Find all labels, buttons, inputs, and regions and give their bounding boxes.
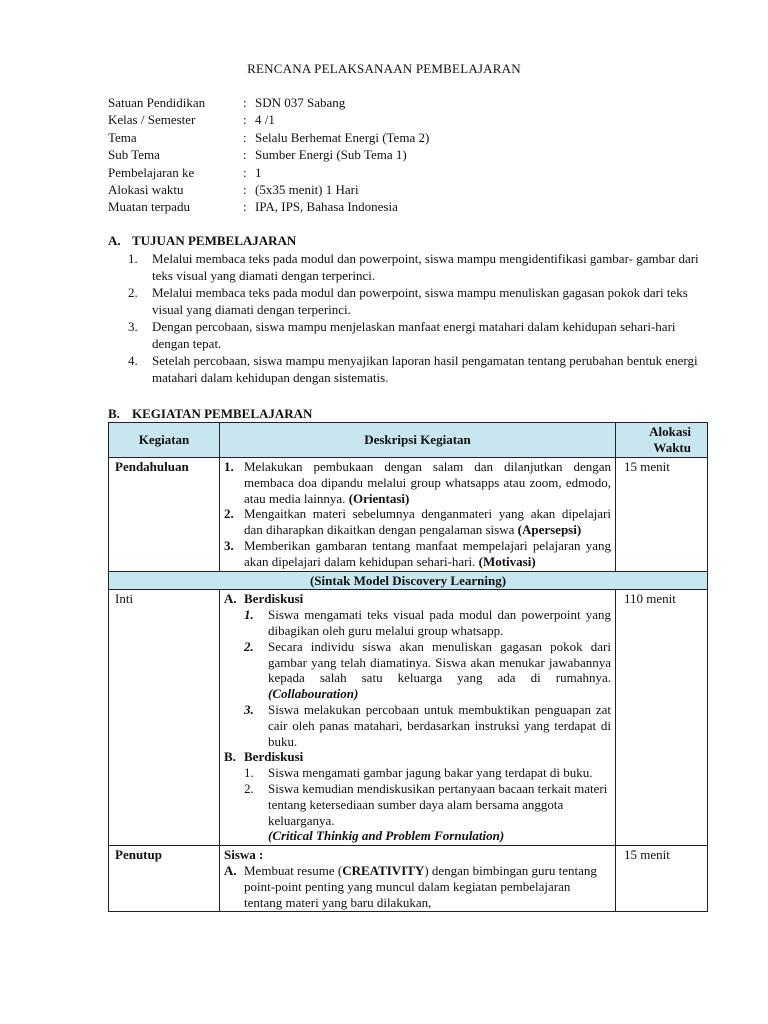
activities-table — [108, 422, 708, 912]
goal-number: 1. — [128, 251, 138, 266]
item-text — [244, 863, 611, 910]
inti-time: 110 menit — [616, 590, 708, 846]
goal-number: 3. — [128, 319, 138, 334]
info-row — [108, 164, 668, 181]
section-title: KEGIATAN PEMBELAJARAN — [132, 406, 313, 421]
info-row — [108, 146, 668, 163]
table-row — [109, 571, 708, 590]
item-text — [244, 538, 611, 570]
list-item — [128, 318, 708, 352]
penutup-description — [220, 846, 616, 912]
section-a-heading — [108, 232, 296, 249]
list-item — [128, 352, 708, 386]
list-item — [224, 702, 611, 749]
item-number: 1. — [244, 607, 254, 623]
goals-list — [128, 250, 708, 386]
item-body: Membuat resume ( — [244, 862, 343, 878]
document-title: RENCANA PELAKSANAAN PEMBELAJARAN — [247, 61, 521, 76]
info-label: Alokasi waktu — [108, 181, 184, 197]
list-item — [224, 459, 611, 506]
group-heading — [224, 749, 611, 765]
list-item — [224, 781, 611, 828]
item-tag: (Orientasi) — [348, 490, 410, 506]
item-text: Siswa kemudian mendiskusikan pertanyaan bacaan terkait materi tentang ketersediaan sumber daya alam bersama anggota keluarganya. — [268, 780, 608, 828]
info-colon: : — [243, 95, 247, 110]
phase-penutup: Penutup — [109, 846, 220, 912]
goal-text: Melalui membaca teks pada modul dan powerpoint, siswa mampu menuliskan gagasan pokok dari teks visual yang diamati dengan terperinci. — [152, 285, 688, 317]
item-number: 2. — [244, 638, 254, 654]
item-number: 2. — [224, 506, 234, 522]
phase-inti: Inti — [109, 590, 220, 846]
info-value: 4 /1 — [255, 112, 275, 128]
item-tag: (Motivasi) — [478, 553, 536, 569]
section-letter: A. — [108, 233, 121, 248]
table-row — [109, 846, 708, 912]
header-alokasi-line1: Alokasi — [649, 424, 691, 439]
item-number: 2. — [244, 780, 254, 796]
group-letter: B. — [224, 749, 236, 765]
info-colon: : — [243, 112, 247, 128]
item-body: Memberikan gambaran tentang manfaat mempelajari pelajaran yang akan dipelajari dalam kehidupan sehari-hari. — [244, 537, 611, 569]
item-number: 3. — [224, 537, 234, 553]
info-row — [108, 94, 668, 111]
table-row — [109, 458, 708, 572]
identity-block — [108, 94, 668, 216]
info-value: Sumber Energi (Sub Tema 1) — [255, 147, 407, 163]
item-text — [244, 459, 611, 506]
info-row — [108, 129, 668, 146]
list-item — [224, 607, 611, 639]
item-text — [244, 506, 611, 538]
goal-number: 2. — [128, 285, 138, 300]
info-colon: : — [243, 181, 247, 197]
penutup-time: 15 menit — [616, 846, 708, 912]
goal-text: Dengan percobaan, siswa mampu menjelaskan manfaat energi matahari dalam kehidupan sehari-hari dengan tepat. — [152, 319, 676, 351]
sintak-banner: (Sintak Model Discovery Learning) — [109, 571, 708, 590]
list-item — [224, 506, 611, 538]
pendahuluan-time: 15 menit — [616, 458, 708, 572]
info-value: (5x35 menit) 1 Hari — [255, 181, 359, 197]
info-label: Satuan Pendidikan — [108, 95, 206, 110]
info-label: Pembelajaran ke — [108, 164, 195, 180]
info-colon: : — [243, 164, 247, 180]
item-text: Siswa melakukan percobaan untuk membuktikan penguapan zat cair oleh panas matahari, berdasarkan instruksi yang terdapat di buku. — [268, 701, 611, 749]
list-item — [224, 538, 611, 570]
item-body-rest: ) dengan bimbingan guru tentang point-point penting yang muncul dalam kegiatan pembelajaran tentang materi yang baru dilakukan, — [244, 862, 597, 910]
table-row — [109, 590, 708, 846]
list-item — [128, 250, 708, 284]
header-deskripsi: Deskripsi Kegiatan — [220, 423, 616, 458]
group-b-tag-wrap — [224, 828, 611, 844]
item-body: Mengaitkan materi sebelumnya denganmateri yang akan dipelajari dan diharapkan dikaitkan dengan pengalaman siswa — [244, 506, 611, 538]
group-heading — [224, 591, 611, 607]
info-value: IPA, IPS, Bahasa Indonesia — [255, 199, 398, 215]
item-text: Siswa mengamati teks visual pada modul dan powerpoint yang dibagikan oleh guru melalui group whatsapp. — [268, 607, 611, 638]
info-label: Tema — [108, 129, 137, 145]
info-row — [108, 198, 668, 215]
info-value: SDN 037 Sabang — [255, 95, 346, 110]
goal-number: 4. — [128, 353, 138, 368]
item-tag: (Apersepsi) — [517, 522, 582, 538]
item-highlight: CREATIVITY — [342, 862, 425, 878]
info-colon: : — [243, 147, 247, 163]
header-alokasi-line2: Waktu — [653, 440, 691, 455]
table-header-row — [109, 423, 708, 458]
item-tag: (Critical Thinkig and Problem Fornulation) — [268, 828, 505, 844]
goal-text: Melalui membaca teks pada modul dan powerpoint, siswa mampu mengidentifikasi gambar- gambar dari teks visual yang diamati dengan terperinci. — [152, 251, 699, 283]
item-tag: (Collabouration) — [268, 686, 359, 702]
section-b-heading — [108, 405, 312, 422]
info-label: Sub Tema — [108, 147, 160, 163]
info-label: Kelas / Semester — [108, 112, 196, 128]
item-number: 3. — [244, 701, 254, 717]
info-colon: : — [243, 129, 247, 145]
info-value: 1 — [255, 164, 262, 180]
inti-description — [220, 590, 616, 846]
section-title: TUJUAN PEMBELAJARAN — [132, 233, 297, 248]
item-letter: A. — [224, 862, 237, 878]
group-title: Berdiskusi — [244, 749, 304, 765]
section-letter: B. — [108, 406, 120, 421]
goal-text: Setelah percobaan, siswa mampu menyajikan laporan hasil pengamatan tentang perubahan bentuk energi matahari dalam kehidupan dengan sistematis. — [152, 353, 698, 385]
pendahuluan-description — [220, 458, 616, 572]
list-item — [128, 284, 708, 318]
group-letter: A. — [224, 591, 237, 607]
item-text: Siswa mengamati gambar jagung bakar yang terdapat di buku. — [268, 765, 593, 781]
list-item — [224, 765, 611, 781]
header-alokasi — [616, 423, 708, 458]
penutup-intro: Siswa : — [224, 847, 264, 863]
info-label: Muatan terpadu — [108, 199, 190, 215]
item-body: Secara individu siswa akan menuliskan gagasan pokok dari gambar yang telah diamatinya. Siswa akan menukar jawabannya kepada salah satu keluarga yang ada di rumahnya. — [268, 638, 611, 686]
item-number: 1. — [244, 765, 254, 781]
item-body: Melakukan pembukaan dengan salam dan dilanjutkan dengan membaca doa dipandu melalui group whatsapps atau zoom, edmodo, atau media lainnya. — [244, 459, 611, 506]
info-row — [108, 181, 668, 198]
list-item — [224, 863, 611, 910]
item-number: 1. — [224, 459, 234, 474]
info-value: Selalu Berhemat Energi (Tema 2) — [255, 129, 430, 145]
group-title: Berdiskusi — [244, 591, 304, 607]
item-text — [268, 639, 611, 702]
header-kegiatan: Kegiatan — [109, 423, 220, 458]
info-row — [108, 111, 668, 128]
phase-pendahuluan: Pendahuluan — [109, 458, 220, 572]
list-item — [224, 639, 611, 702]
info-colon: : — [243, 199, 247, 215]
